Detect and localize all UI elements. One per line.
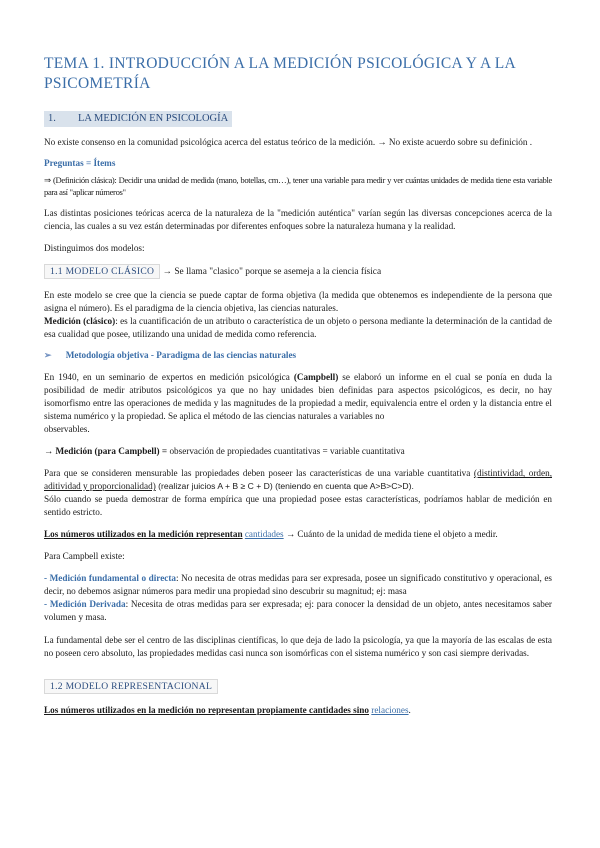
paragraph-posiciones: Las distintas posiciones teóricas acerca de la naturaleza de la "medición auténtica" varían según las diversas concepciones acerca de la ciencia, las cuales a su vez están determinadas por diferentes enfoques sobre la naturaleza humana y la realidad. xyxy=(44,208,552,231)
mensurable-properties: (distintividad, orden, aditividad y proporcionalidad) xyxy=(44,468,552,491)
list-item-derivada xyxy=(44,598,552,624)
modelo-representacional-heading: 1.2 MODELO REPRESENTACIONAL xyxy=(44,679,218,694)
fundamental-term: - Medición fundamental o directa xyxy=(44,573,177,583)
section-label: LA MEDICIÓN EN PSICOLOGÍA xyxy=(78,113,229,124)
modelo-clasico-heading: 1.1 MODELO CLÁSICO xyxy=(44,264,160,279)
medicion-campbell-def: observación de propiedades cuantitativas = variable cuantitativa xyxy=(167,446,405,456)
campbell-text-b: se elaboró un informe en el cual se ponía en duda la posibilidad de medir atributos psicológicos ya que no hay unidades bien definidas para aspectos psicológicos, es decir, no hay isomorfismo entre las operaciones de medida y las magnitudes de la propiedad a medir, equivalencia entre el orden y la distancia entre el sistema numérico y la propiedad. Se aplica el método de las ciencias naturales a variables no xyxy=(44,372,552,421)
derivada-term: - Medición Derivada xyxy=(44,599,126,609)
paragraph-mensurable xyxy=(44,467,552,493)
metodologia-label: Metodología objetiva - Paradigma de las ciencias naturales xyxy=(65,350,297,360)
paragraph-fundamental-centro: La fundamental debe ser el centro de las disciplinas científicas, lo que deja de lado la psicología, ya que la mayoría de las escalas de esta no poseen cero absoluto, las propiedades medidas casi nunca son isomórficas con el sistema numérico y son casi siempre derivadas. xyxy=(44,635,552,658)
paragraph-empirica: Sólo cuando se pueda demostrar de forma empírica que una propiedad posee estas características, podríamos hablar de medición en sentido estricto. xyxy=(44,494,552,517)
paragraph-campbell xyxy=(44,371,552,423)
medicion-clasico-def: : es la cuantificación de un atributo o característica de un objeto o persona mediante la determinación de la cantidad de esa cualidad que posee, utilizando una unidad de medida como referencia. xyxy=(44,316,552,339)
campbell-term: (Campbell) xyxy=(293,372,339,382)
fundamental-def: : No necesita de otras medidas para ser expresada, posee un significado constitutivo y operacional, es decir, no debemos asignar números para medir una propiedad sino descubrir su magnitud; ej: masa xyxy=(44,573,553,596)
mensurable-text-b: (realizar juicios A + B ≥ C + D) (teniendo en cuenta que A>B>C>D). xyxy=(155,481,414,491)
relaciones-link[interactable]: relaciones xyxy=(371,705,409,715)
paragraph-observables: observables. xyxy=(44,424,90,434)
derivada-def: : Necesita de otras medidas para ser expresada; ej: para conocer la densidad de un objeto, antes necesitamos saber volumen y masa. xyxy=(44,599,552,622)
metodologia-heading xyxy=(44,350,552,361)
paragraph-modelo-clasico: En este modelo se cree que la ciencia se puede captar de forma objetiva (la medida que obtenemos es independiente de la persona que asigna el número). Es el paradigma de la ciencia objetiva, las ciencias naturales. xyxy=(44,290,552,313)
paragraph-relaciones xyxy=(44,704,552,717)
arrow-bullet-icon: ➢ xyxy=(44,350,52,360)
relaciones-statement: Los números utilizados en la medición no representan propiamente cantidades sino xyxy=(44,705,369,715)
list-item-fundamental xyxy=(44,572,552,598)
paragraph-numeros-cantidades xyxy=(44,528,552,541)
modelo-clasico-note: → Se llama "clasico" porque se asemeja a la ciencia física xyxy=(160,267,382,277)
cantidades-link[interactable]: cantidades xyxy=(244,529,284,539)
medicion-clasico-term: Medición (clásico) xyxy=(44,316,116,326)
medicion-campbell-term: → Medición (para Campbell) = xyxy=(44,446,168,456)
cantidades-note: → Cuánto de la unidad de medida tiene el objeto a medir. xyxy=(283,529,498,539)
paragraph-consenso: No existe consenso en la comunidad psicológica acerca del estatus teórico de la medición. → No existe acuerdo sobre su definición . xyxy=(44,137,533,147)
paragraph-para-campbell: Para Campbell existe: xyxy=(44,551,125,561)
relaciones-period: . xyxy=(408,705,411,715)
paragraph-distinguimos: Distinguimos dos modelos: xyxy=(44,243,145,253)
preguntas-heading: Preguntas = Ítems xyxy=(44,158,116,168)
paragraph-medicion-clasico xyxy=(44,315,552,341)
campbell-text-a: En 1940, en un seminario de expertos en medición psicológica xyxy=(44,372,294,382)
modelo-clasico-line xyxy=(44,264,552,279)
mensurable-text-a: Para que se consideren mensurable las propiedades deben poseer las características de una variable cuantitativa xyxy=(44,468,474,478)
numeros-statement: Los números utilizados en la medición representan xyxy=(44,529,243,539)
definicion-clasica: ⇒ (Definición clásica): Decidir una unidad de medida (mano, botellas, cm…), tener una variable para medir y ver cuántas unidades de medida tiene esta variable para así "aplicar números" xyxy=(44,175,552,197)
page-title: TEMA 1. INTRODUCCIÓN A LA MEDICIÓN PSICOLÓGICA Y A LA PSICOMETRÍA xyxy=(44,55,516,92)
section-number: 1. xyxy=(48,113,56,124)
section-heading-1 xyxy=(44,111,232,127)
paragraph-medicion-campbell xyxy=(44,445,552,458)
modelo-representacional-line xyxy=(44,679,552,694)
